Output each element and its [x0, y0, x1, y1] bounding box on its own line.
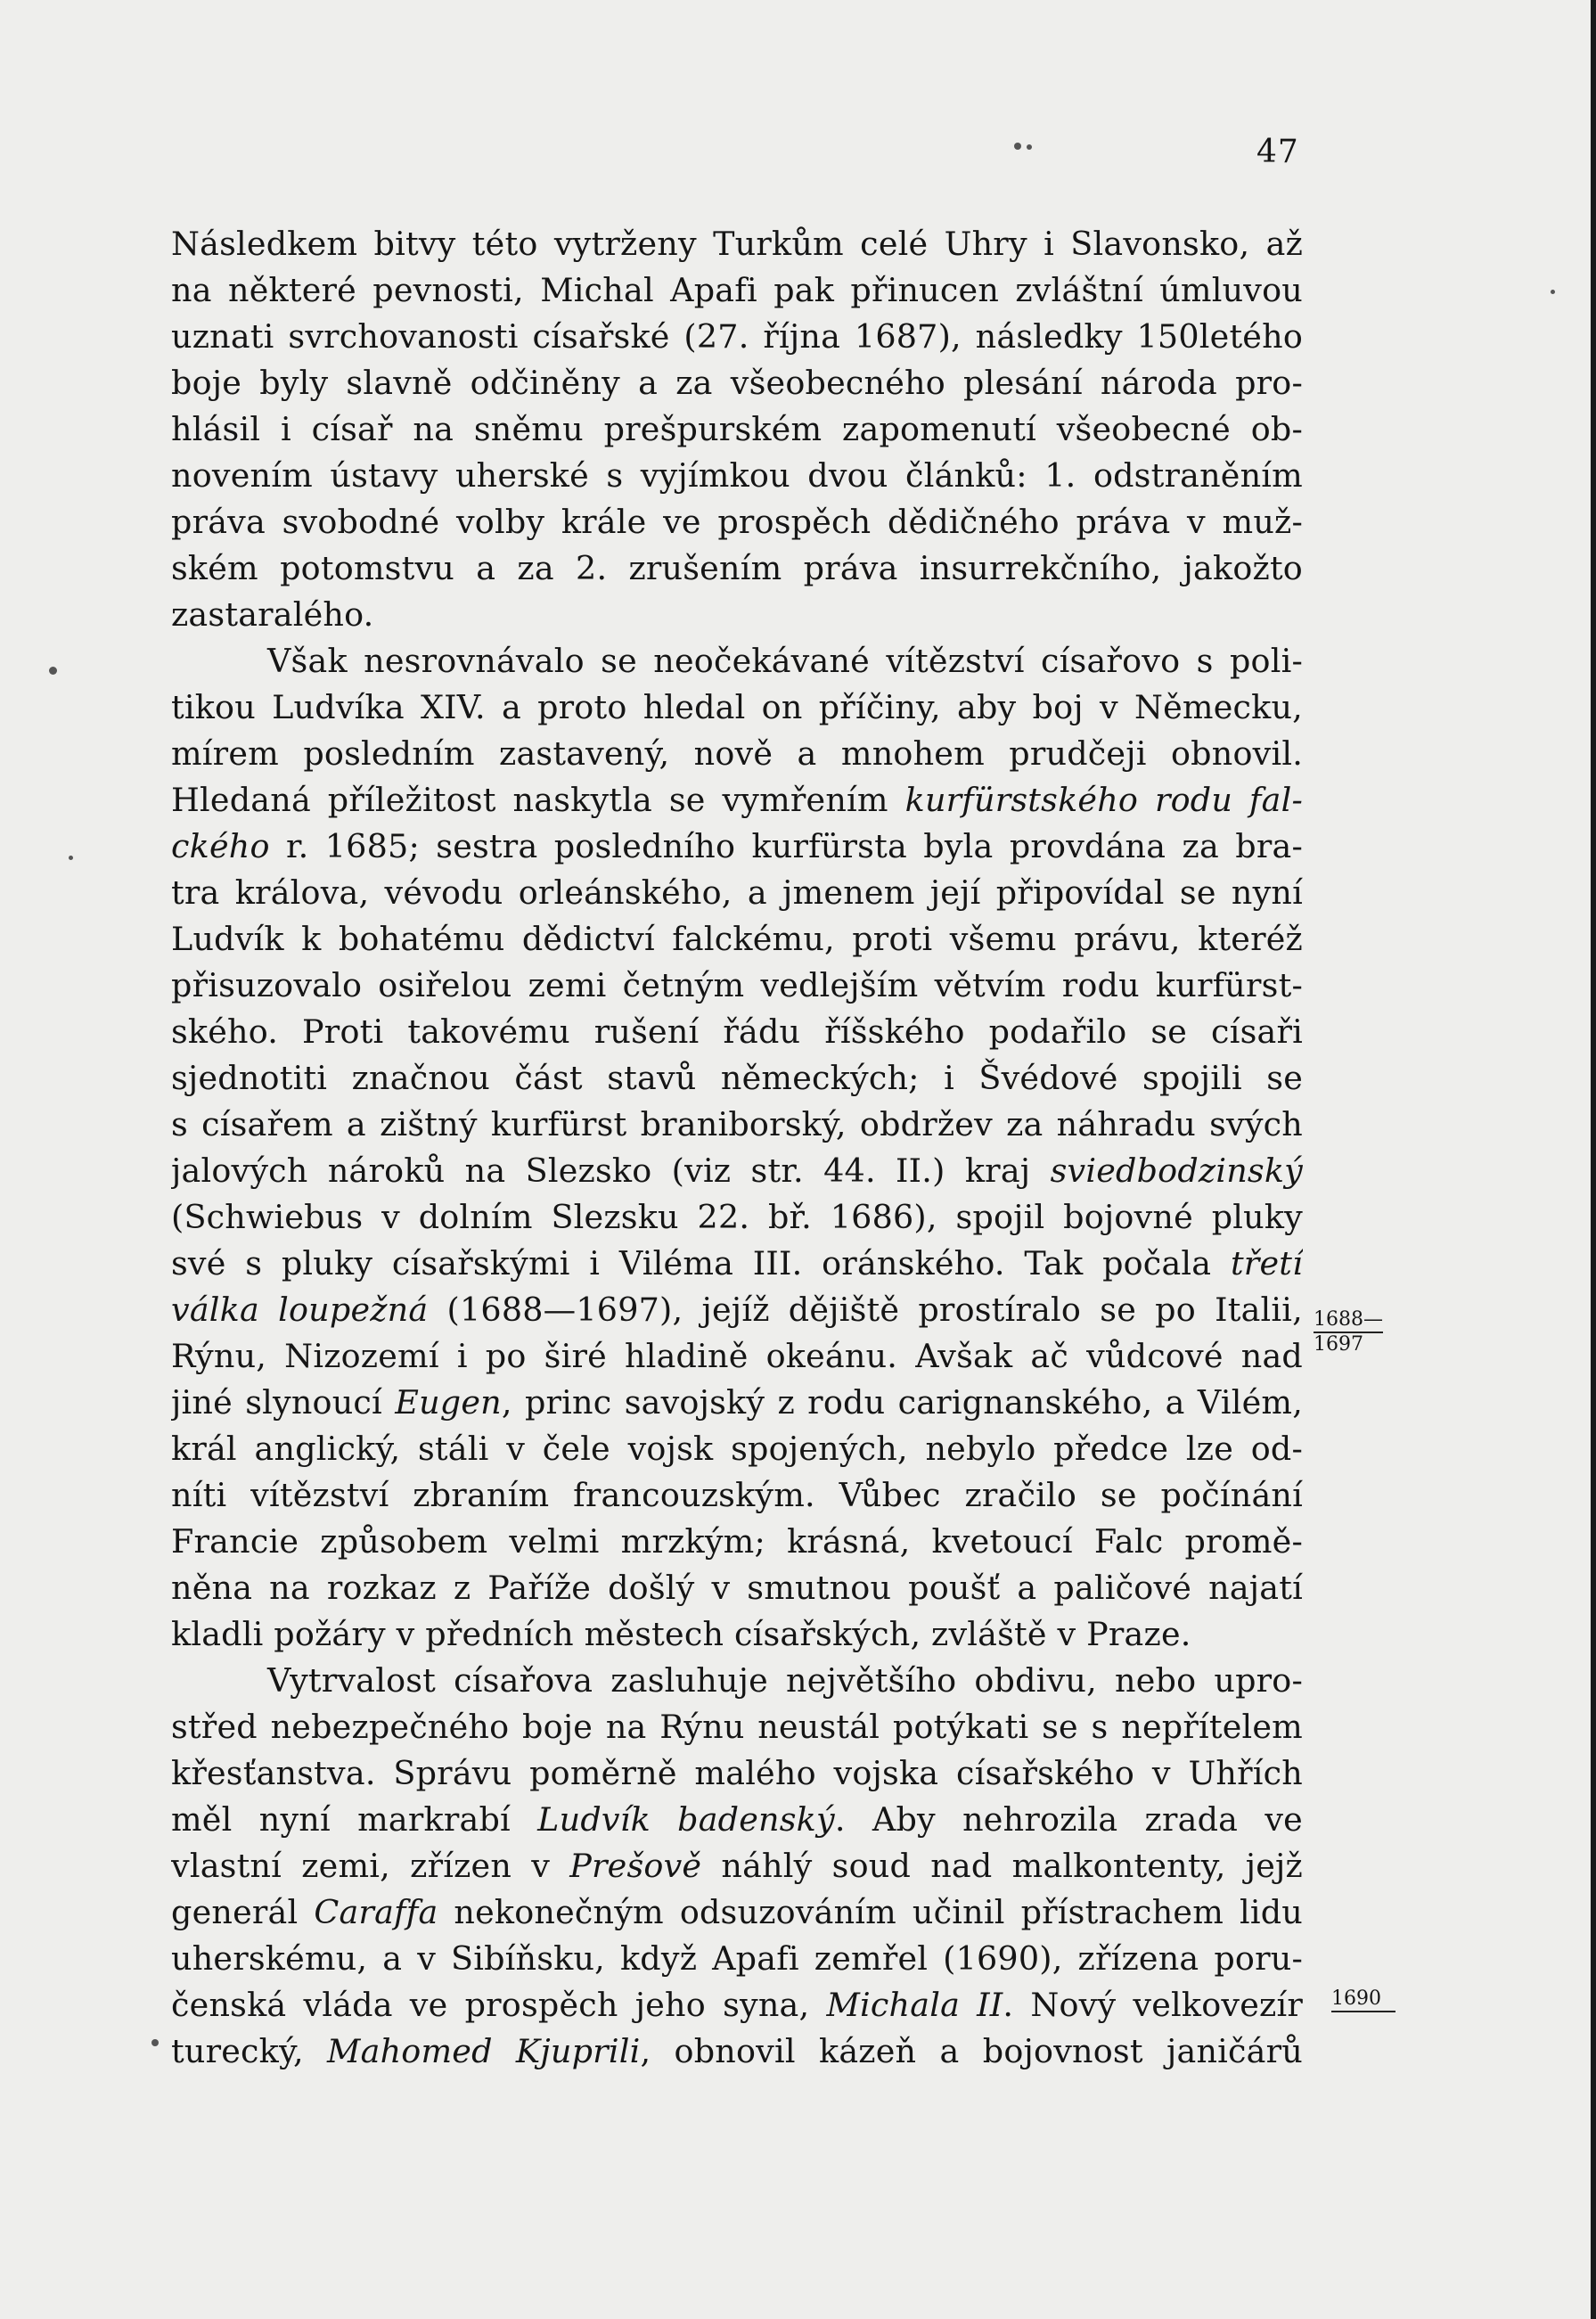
text-line: válka loupežná (1688—1697), jejíž dějiště prostíralo se po Italii,: [171, 1291, 1303, 1329]
text-line: s císařem a zištný kurfürst braniborský, obdržev za náhradu svých: [171, 1105, 1303, 1143]
text-line: král anglický, stáli v čele vojsk spojených, nebylo předce lze od-: [171, 1430, 1303, 1468]
text-line: Rýnu, Nizozemí i po širé hladině okeánu. Avšak ač vůdcové nad: [171, 1337, 1303, 1375]
ink-speck: [69, 856, 73, 860]
text-line: křesťanstva. Správu poměrně malého vojska císařského v Uhřích: [171, 1754, 1303, 1792]
italic-term: kurfürstského rodu fal-: [904, 781, 1303, 819]
text-line: tra králova, vévodu orleánského, a jmenem její připovídal se nyní: [171, 873, 1303, 912]
italic-term: Ludvík badenský: [537, 1800, 835, 1839]
text-line: Francie způsobem velmi mrzkým; krásná, kvetoucí Falc promě-: [171, 1522, 1303, 1561]
text-line: ském potomstvu a za 2. zrušením práva insurrekčního, jakožto: [171, 549, 1303, 587]
text-line: přisuzovalo osiřelou zemi četným vedlejším větvím rodu kurfürst-: [171, 966, 1303, 1004]
text-line: (Schwiebus v dolním Slezsku 22. bř. 1686), spojil bojovné pluky: [171, 1198, 1303, 1236]
italic-term: třetí: [1230, 1244, 1303, 1282]
text-line: níti vítězství zbraním francouzským. Vůbec zračilo se počínání: [171, 1476, 1303, 1514]
ink-speck: [1014, 143, 1021, 150]
italic-term: Michala II: [826, 1986, 1003, 2024]
text-line: vlastní zemi, zřízen v Prešově náhlý soud nad malkontenty, jejž: [171, 1847, 1303, 1885]
text-line: tikou Ludvíka XIV. a proto hledal on příčiny, aby boj v Německu,: [171, 688, 1303, 726]
text-line: boje byly slavně odčiněny a za všeobecného plesání národa pro-: [171, 364, 1303, 402]
text-line: generál Caraffa nekonečným odsuzováním učinil přístrachem lidu: [171, 1893, 1303, 1931]
text-line: jiné slynoucí Eugen, princ savojský z rodu carignanského, a Vilém,: [171, 1383, 1303, 1422]
italic-term: Mahomed Kjuprili: [327, 2032, 641, 2070]
text-line: své s pluky císařskými i Viléma III. oránského. Tak počala třetí: [171, 1244, 1303, 1282]
text-line: ského. Proti takovému rušení řádu říšského podařilo se císaři: [171, 1012, 1303, 1051]
ink-speck: [1551, 290, 1555, 294]
margin-note-range-start: 1688—: [1314, 1310, 1383, 1333]
italic-term: ckého: [171, 827, 270, 865]
text-line: zastaralého.: [171, 595, 374, 634]
text-line: Vytrvalost císařova zasluhuje největšího obdivu, nebo upro-: [267, 1661, 1303, 1700]
page-number: 47: [1256, 134, 1299, 170]
text-line: práva svobodné volby krále ve prospěch dědičného práva v muž-: [171, 503, 1303, 541]
text-line: uznati svrchovanosti císařské (27. října 1687), následky 150letého: [171, 317, 1303, 356]
text-line: Hledaná příležitost naskytla se vymřením kurfürstského rodu fal-: [171, 781, 1303, 819]
text-line: Však nesrovnávalo se neočekávané vítězství císařovo s poli-: [267, 642, 1303, 680]
ink-speck: [49, 667, 57, 675]
text-line: čenská vláda ve prospěch jeho syna, Michala II. Nový velkovezír: [171, 1986, 1303, 2024]
text-line: jalových nároků na Slezsko (viz str. 44. II.) kraj sviedbodzinský: [171, 1151, 1303, 1190]
margin-note-1688-1697: [1314, 1310, 1383, 1355]
text-line: na některé pevnosti, Michal Apafi pak přinucen zvláštní úmluvou: [171, 271, 1303, 309]
italic-term: sviedbodzinský: [1050, 1151, 1303, 1190]
text-line: ckého r. 1685; sestra posledního kurfürsta byla provdána za bra-: [171, 827, 1303, 865]
text-line: Ludvík k bohatému dědictví falckému, proti všemu právu, kteréž: [171, 920, 1303, 958]
italic-term: válka loupežná: [171, 1291, 429, 1329]
margin-note-1690: [1331, 1989, 1395, 2012]
italic-term: Eugen: [395, 1383, 502, 1422]
text-line: turecký, Mahomed Kjuprili, obnovil kázeň a bojovnost janičárů: [171, 2032, 1303, 2070]
margin-note-year: 1690: [1331, 1989, 1395, 2012]
ink-speck: [1027, 144, 1032, 150]
text-line: kladli požáry v předních městech císařských, zvláště v Praze.: [171, 1615, 1191, 1653]
text-line: střed nebezpečného boje na Rýnu neustál potýkati se s nepřítelem: [171, 1708, 1303, 1746]
text-line: uherskému, a v Sibíňsku, když Apafi zemřel (1690), zřízena poru-: [171, 1939, 1303, 1978]
text-line: hlásil i císař na sněmu prešpurském zapomenutí všeobecné ob-: [171, 410, 1303, 448]
text-line: Následkem bitvy této vytrženy Turkům celé Uhry i Slavonsko, až: [171, 225, 1303, 263]
text-line: novením ústavy uherské s vyjímkou dvou článků: 1. odstraněním: [171, 456, 1303, 495]
ink-speck: [151, 2039, 159, 2046]
text-line: měl nyní markrabí Ludvík badenský. Aby nehrozila zrada ve: [171, 1800, 1303, 1839]
body-text: [171, 221, 1303, 2075]
italic-term: Caraffa: [314, 1893, 438, 1931]
text-line: sjednotiti značnou část stavů německých; i Švédové spojili se: [171, 1059, 1303, 1097]
text-line: mírem posledním zastavený, nově a mnohem prudčeji obnovil.: [171, 734, 1303, 773]
text-line: něna na rozkaz z Paříže došlý v smutnou poušť a paličové najatí: [171, 1569, 1303, 1607]
margin-note-range-end: 1697: [1314, 1333, 1363, 1356]
italic-term: Prešově: [569, 1847, 702, 1885]
